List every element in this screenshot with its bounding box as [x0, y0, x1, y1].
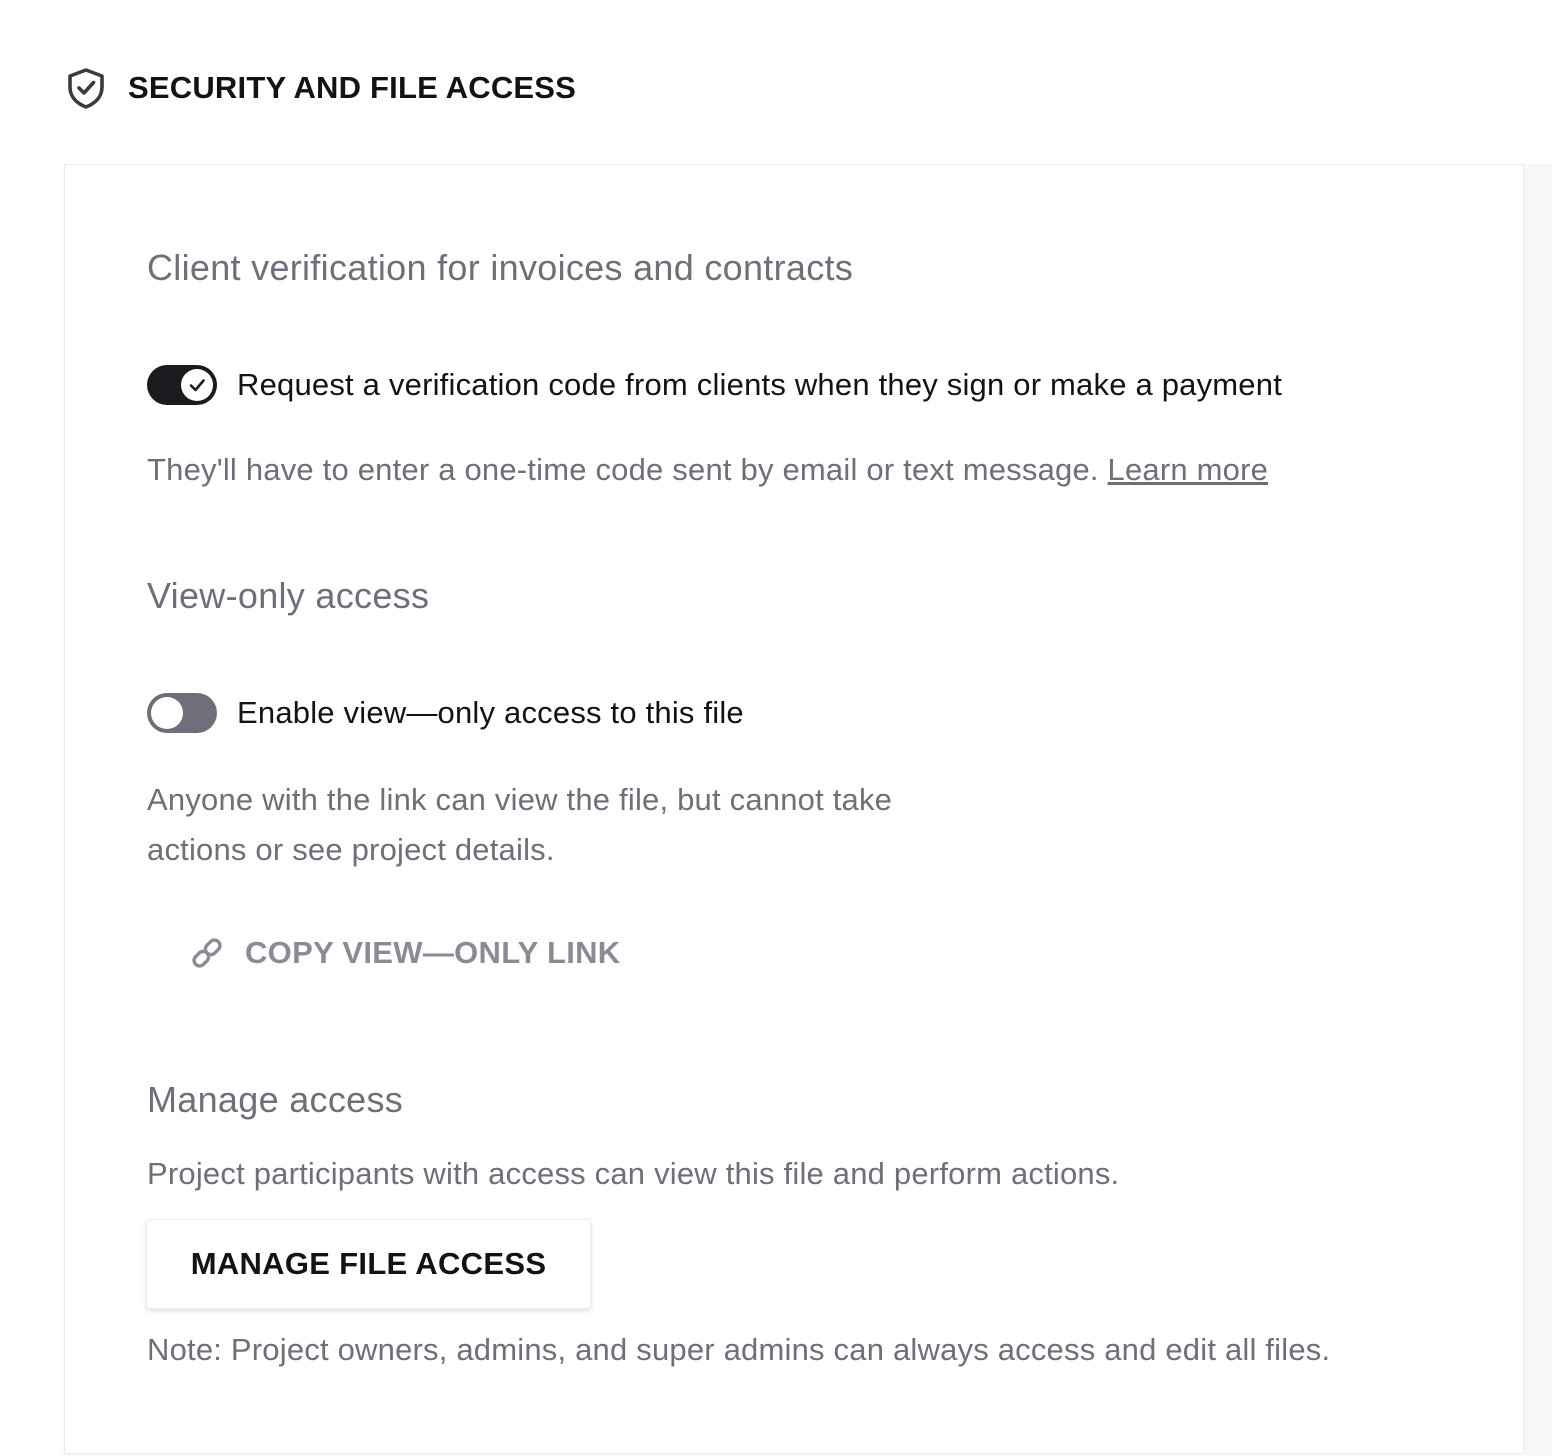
section-header [64, 66, 576, 110]
verification-toggle[interactable] [147, 365, 217, 405]
check-icon [181, 369, 213, 401]
manage-file-access-button[interactable]: MANAGE FILE ACCESS [146, 1219, 591, 1309]
shield-check-icon [64, 66, 108, 110]
view-only-toggle-row [147, 693, 744, 733]
verification-heading: Client verification for invoices and contracts [147, 247, 854, 288]
verification-toggle-label: Request a verification code from clients when they sign or make a payment [237, 367, 1283, 402]
view-only-toggle[interactable] [147, 693, 217, 733]
right-gutter [1524, 164, 1552, 1456]
toggle-knob [151, 697, 183, 729]
view-only-description-line1: Anyone with the link can view the file, but cannot take [147, 782, 893, 817]
copy-view-only-link-button[interactable] [187, 931, 620, 975]
manage-note: Note: Project owners, admins, and super admins can always access and edit all files. [147, 1332, 1331, 1367]
security-card [64, 164, 1524, 1454]
learn-more-link[interactable]: Learn more [1107, 452, 1269, 487]
manage-heading: Manage access [147, 1079, 404, 1120]
view-only-description [147, 775, 892, 875]
verification-description [147, 445, 1268, 495]
verification-description-text: They'll have to enter a one-time code sent by email or text message. [147, 452, 1099, 487]
view-only-heading: View-only access [147, 575, 430, 616]
view-only-description-line2: actions or see project details. [147, 832, 555, 867]
copy-link-label: COPY VIEW—ONLY LINK [245, 935, 621, 970]
manage-description: Project participants with access can view this file and perform actions. [147, 1156, 1120, 1191]
verification-toggle-row [147, 365, 1282, 405]
link-icon [187, 933, 227, 973]
section-title: SECURITY AND FILE ACCESS [128, 70, 577, 105]
view-only-toggle-label: Enable view—only access to this file [237, 695, 744, 730]
